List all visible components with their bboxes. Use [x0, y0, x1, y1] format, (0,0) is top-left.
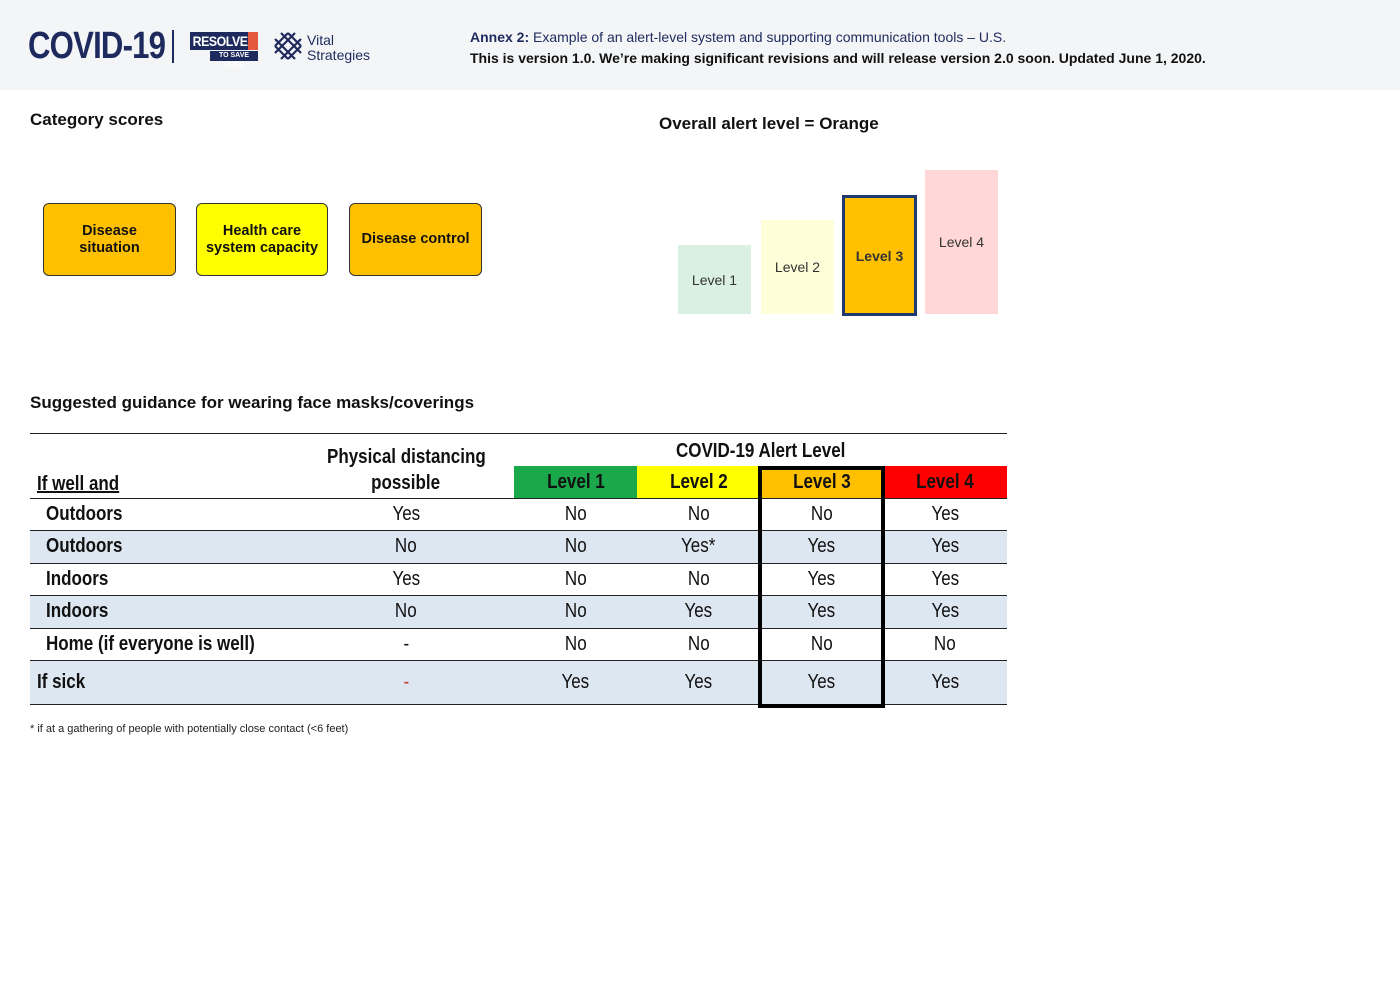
header-level-2: Level 2: [637, 466, 760, 498]
header-level-4: Level 4: [883, 466, 1007, 498]
row-distancing-text: No: [395, 535, 417, 557]
row-level-3-value: [760, 628, 883, 660]
row-condition-text: Indoors: [46, 567, 109, 590]
row-value-text: Yes: [931, 670, 959, 693]
row-level-2-value: [637, 563, 760, 595]
row-value-text: Yes*: [681, 535, 716, 557]
row-condition: [46, 628, 316, 660]
row-value-text: Yes: [807, 567, 836, 590]
guidance-title: Suggested guidance for wearing face masks/coverings: [30, 393, 475, 412]
row-condition: [46, 530, 316, 563]
row-value-text: No: [687, 632, 710, 655]
row-value-text: No: [564, 632, 587, 655]
row-distancing: [308, 628, 504, 660]
row-level-3-value: [760, 530, 883, 563]
header-level-3: Level 3: [760, 466, 883, 498]
row-level-1-value: [514, 530, 637, 563]
row-level-2-value: [637, 660, 760, 704]
row-value-text: No: [564, 535, 587, 557]
vital-logo-line1: Vital: [307, 32, 334, 48]
header-alert-level: COVID-19 Alert Level: [675, 439, 846, 462]
row-value-text: Yes: [931, 600, 959, 622]
row-level-2-value: [637, 498, 760, 530]
overall-level-3-selected: [842, 195, 917, 316]
vital-strategies-logo-icon: [273, 31, 303, 61]
logo-divider: [172, 30, 174, 63]
overall-level-label: Level 3: [855, 247, 904, 264]
footnote: * if at a gathering of people with potentially close contact (<6 feet): [30, 723, 349, 735]
row-distancing: [308, 530, 504, 563]
row-distancing: [308, 563, 504, 595]
row-condition: [46, 563, 316, 595]
row-value-text: Yes: [931, 567, 959, 590]
row-value-text: Yes: [684, 600, 713, 622]
row-distancing: [308, 498, 504, 530]
vital-strategies-logo-text: [307, 33, 370, 63]
covid19-logo: COVID-19: [28, 25, 166, 67]
row-value-text: Yes: [807, 600, 836, 622]
row-level-3-value: [760, 498, 883, 530]
row-level-1-value: [514, 498, 637, 530]
row-level-3-value: [760, 595, 883, 628]
row-condition-text: Indoors: [46, 600, 109, 622]
category-label-line2: situation: [79, 239, 140, 256]
row-level-4-value: [883, 628, 1007, 660]
row-level-1-value: [514, 628, 637, 660]
row-value-text: Yes: [807, 670, 836, 693]
row-distancing-text: Yes: [392, 502, 420, 525]
header-if-well-and: If well and: [37, 472, 120, 495]
header-physical-distancing: Physical distancing possible: [326, 446, 486, 494]
row-distancing-text: Yes: [392, 567, 420, 590]
category-label-line2: system capacity: [205, 239, 319, 256]
row-value-text: No: [687, 502, 710, 525]
row-condition: [46, 498, 316, 530]
page-header: [0, 0, 1400, 90]
version-note: This is version 1.0. We’re making significant revisions and will release version 2.0 soon. Updated June 1, 2020.: [470, 50, 1206, 66]
row-level-1-value: [514, 595, 637, 628]
overall-level-1: [678, 245, 751, 314]
overall-level-label: Level 2: [774, 259, 821, 275]
category-health-care-capacity: [196, 203, 328, 276]
overall-level-label: Level 4: [938, 234, 985, 250]
overall-level-label: Level 1: [691, 271, 738, 288]
row-distancing-text: -: [403, 632, 409, 655]
table-bottom-rule: [30, 704, 1007, 705]
row-level-3-value: [760, 660, 883, 704]
row-level-1-value: [514, 660, 637, 704]
row-condition-text: If sick: [37, 670, 86, 693]
resolve-logo-accent: [248, 32, 258, 50]
row-value-text: Yes: [807, 535, 836, 557]
row-value-text: No: [564, 600, 587, 622]
resolve-logo-subtext: TO SAVE LIVES: [210, 51, 258, 61]
row-level-4-value: [883, 595, 1007, 628]
resolve-logo-text: RESOLVE: [190, 32, 250, 50]
row-condition-text: Home (if everyone is well): [46, 632, 255, 655]
category-scores-title: Category scores: [30, 110, 164, 129]
row-value-text: No: [564, 567, 587, 590]
annex-text: Example of an alert-level system and supporting communication tools – U.S.: [533, 29, 1007, 45]
row-condition-text: Outdoors: [46, 535, 123, 557]
row-value-text: No: [687, 567, 710, 590]
resolve-to-save-lives-logo: [190, 32, 258, 69]
row-value-text: No: [934, 632, 956, 655]
row-condition: [46, 595, 316, 628]
row-condition: [37, 660, 307, 704]
row-value-text: No: [810, 502, 833, 525]
row-value-text: Yes: [931, 535, 959, 557]
row-value-text: Yes: [684, 670, 713, 693]
row-distancing: [308, 660, 504, 704]
row-level-2-value: [637, 628, 760, 660]
row-distancing-text: No: [395, 600, 417, 622]
guidance-table: [30, 433, 1007, 708]
category-label-line1: Health care: [222, 222, 302, 239]
vital-logo-line2: Strategies: [307, 47, 371, 63]
row-level-4-value: [883, 563, 1007, 595]
table-top-rule: [30, 433, 1007, 434]
row-level-4-value: [883, 498, 1007, 530]
row-value-text: No: [564, 502, 587, 525]
row-level-3-value: [760, 563, 883, 595]
overall-level-4: [925, 170, 998, 314]
row-value-text: Yes: [931, 502, 959, 525]
annex-title: [470, 29, 1006, 45]
row-value-text: No: [810, 632, 833, 655]
row-level-2-value: [637, 530, 760, 563]
row-level-4-value: [883, 530, 1007, 563]
category-label-line1: Disease: [82, 222, 137, 239]
category-label-line1: Disease control: [361, 231, 470, 247]
row-level-4-value: [883, 660, 1007, 704]
row-level-1-value: [514, 563, 637, 595]
category-disease-situation: [43, 203, 176, 276]
category-disease-control: [349, 203, 482, 276]
annex-label: Annex 2:: [470, 29, 530, 45]
row-distancing-text: -: [403, 670, 409, 693]
row-distancing: [308, 595, 504, 628]
overall-level-2: [761, 220, 834, 314]
row-level-2-value: [637, 595, 760, 628]
header-level-1: Level 1: [514, 466, 637, 498]
row-value-text: Yes: [561, 670, 590, 693]
overall-alert-title: Overall alert level = Orange: [659, 114, 879, 133]
row-condition-text: Outdoors: [46, 502, 123, 525]
